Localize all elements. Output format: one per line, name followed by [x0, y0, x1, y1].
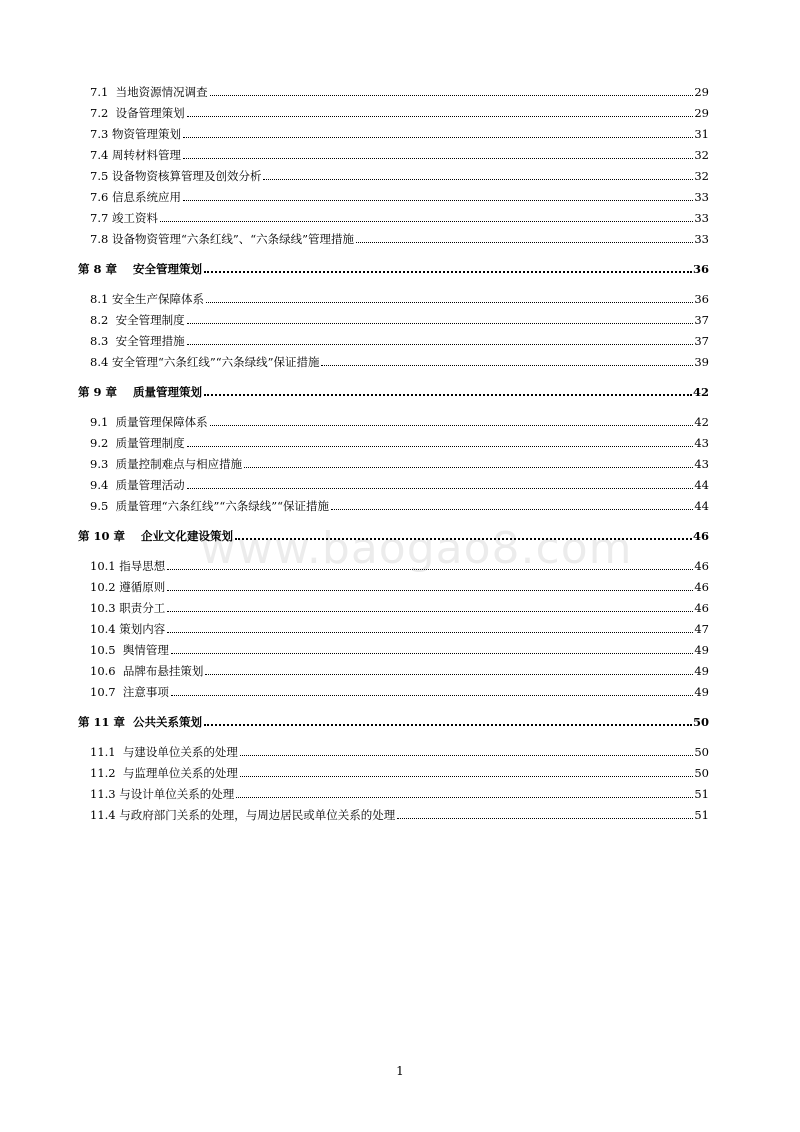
toc-entry-page: 36: [692, 262, 709, 276]
toc-section-entry[interactable]: [78, 285, 709, 306]
dot-leader: [187, 488, 694, 489]
toc-section-entry[interactable]: [78, 657, 709, 678]
toc-entry-page: 44: [694, 499, 709, 513]
toc-entry-page: 39: [694, 355, 709, 369]
toc-entry-page: 51: [694, 787, 709, 801]
toc-entry-page: 31: [694, 127, 709, 141]
toc-entry-title: 11.4 与政府部门关系的处理，与周边居民或单位关系的处理: [90, 808, 396, 822]
toc-entry-title: 9.5 质量管理“六条红线”“六条绿线”“保证措施: [90, 499, 329, 513]
toc-entry-page: 51: [694, 808, 709, 822]
toc-entry-title: 11.3 与设计单位关系的处理: [90, 787, 235, 801]
dot-leader: [171, 695, 693, 696]
toc-section-entry[interactable]: [78, 183, 709, 204]
toc-section-entry[interactable]: [78, 327, 709, 348]
dot-leader: [183, 137, 693, 138]
toc-entry-title: 8.3 安全管理措施: [90, 334, 185, 348]
toc-entry-title: 8.4 安全管理“六条红线”“六条绿线”保证措施: [90, 355, 320, 369]
toc-entry-page: 33: [694, 232, 709, 246]
toc-entry-page: 50: [694, 766, 709, 780]
toc-entry-title: 10.5 舆情管理: [90, 643, 169, 657]
toc-entry-page: 49: [694, 643, 709, 657]
dot-leader: [205, 674, 693, 675]
dot-leader: [183, 200, 693, 201]
toc-entry-page: 29: [694, 106, 709, 120]
toc-section-entry[interactable]: [78, 492, 709, 513]
dot-leader: [187, 116, 694, 117]
toc-entry-title: 10.3 职责分工: [90, 601, 166, 615]
toc-section-entry[interactable]: [78, 408, 709, 429]
dot-leader: [240, 755, 693, 756]
toc-section-entry[interactable]: [78, 552, 709, 573]
toc-entry-title: 10.7 注意事项: [90, 685, 169, 699]
toc-entry-title: 7.6 信息系统应用: [90, 190, 181, 204]
dot-leader: [206, 302, 693, 303]
toc-section-entry[interactable]: [78, 759, 709, 780]
toc-entry-page: 37: [694, 334, 709, 348]
toc-entry-page: 50: [694, 745, 709, 759]
dot-leader: [240, 776, 693, 777]
toc-entry-page: 49: [694, 685, 709, 699]
toc-section-entry[interactable]: [78, 141, 709, 162]
dot-leader: [183, 158, 693, 159]
toc-entry-title: 9.4 质量管理活动: [90, 478, 185, 492]
toc-entry-page: 32: [694, 169, 709, 183]
toc-entry-title: 8.2 安全管理制度: [90, 313, 185, 327]
toc-section-entry[interactable]: [78, 78, 709, 99]
dot-leader: [397, 818, 693, 819]
toc-entry-page: 46: [694, 601, 709, 615]
toc-entry-title: 10.4 策划内容: [90, 622, 166, 636]
toc-section-entry[interactable]: [78, 471, 709, 492]
dot-leader: [331, 509, 693, 510]
dot-leader: [167, 590, 693, 591]
toc-entry-title: 10.6 品牌布悬挂策划: [90, 664, 204, 678]
watermark: www.baogao8.com: [200, 523, 633, 574]
toc-entry-title: 7.7 竣工资料: [90, 211, 158, 225]
toc-entry-page: 29: [694, 85, 709, 99]
toc-entry-title: 第 9 章 质量管理策划: [78, 385, 203, 399]
toc-chapter-entry[interactable]: [78, 708, 709, 729]
toc-entry-title: 7.3 物资管理策划: [90, 127, 181, 141]
toc-section-entry[interactable]: [78, 99, 709, 120]
dot-leader: [356, 242, 693, 243]
toc-section-entry[interactable]: [78, 162, 709, 183]
toc-entry-title: 11.2 与监理单位关系的处理: [90, 766, 238, 780]
dot-leader: [187, 344, 694, 345]
dot-leader: [204, 271, 692, 273]
toc-entry-page: 44: [694, 478, 709, 492]
table-of-contents: [78, 78, 709, 822]
dot-leader: [204, 394, 692, 396]
dot-leader: [263, 179, 693, 180]
dot-leader: [167, 632, 693, 633]
toc-entry-page: 46: [694, 580, 709, 594]
toc-section-entry[interactable]: [78, 348, 709, 369]
toc-entry-title: 10.1 指导思想: [90, 559, 166, 573]
toc-entry-page: 46: [694, 559, 709, 573]
toc-entry-title: 11.1 与建设单位关系的处理: [90, 745, 238, 759]
toc-entry-title: 8.1 安全生产保障体系: [90, 292, 204, 306]
toc-entry-title: 7.1 当地资源情况调查: [90, 85, 208, 99]
toc-entry-page: 46: [692, 529, 709, 543]
dot-leader: [204, 724, 692, 726]
toc-section-entry[interactable]: [78, 306, 709, 327]
toc-section-entry[interactable]: [78, 573, 709, 594]
toc-section-entry[interactable]: [78, 429, 709, 450]
toc-section-entry[interactable]: [78, 225, 709, 246]
toc-entry-page: 37: [694, 313, 709, 327]
toc-section-entry[interactable]: [78, 450, 709, 471]
toc-entry-page: 43: [694, 457, 709, 471]
toc-chapter-entry[interactable]: [78, 255, 709, 276]
toc-entry-title: 第 10 章 企业文化建设策划: [78, 529, 234, 543]
toc-entry-title: 9.3 质量控制难点与相应措施: [90, 457, 243, 471]
toc-entry-page: 33: [694, 190, 709, 204]
dot-leader: [167, 569, 693, 570]
toc-entry-page: 42: [694, 415, 709, 429]
toc-entry-page: 47: [694, 622, 709, 636]
toc-chapter-entry[interactable]: [78, 522, 709, 543]
dot-leader: [171, 653, 693, 654]
toc-section-entry[interactable]: [78, 801, 709, 822]
toc-entry-title: 7.8 设备物资管理“六条红线”、“六条绿线”管理措施: [90, 232, 354, 246]
toc-entry-page: 49: [694, 664, 709, 678]
dot-leader: [244, 467, 693, 468]
toc-section-entry[interactable]: [78, 780, 709, 801]
toc-section-entry[interactable]: [78, 738, 709, 759]
toc-entry-title: 7.4 周转材料管理: [90, 148, 181, 162]
toc-entry-page: 42: [692, 385, 709, 399]
dot-leader: [321, 365, 693, 366]
toc-entry-page: 36: [694, 292, 709, 306]
toc-entry-title: 第 11 章 公共关系策划: [78, 715, 203, 729]
dot-leader: [167, 611, 693, 612]
toc-entry-page: 32: [694, 148, 709, 162]
dot-leader: [235, 538, 692, 540]
toc-chapter-entry[interactable]: [78, 378, 709, 399]
toc-entry-title: 10.2 遵循原则: [90, 580, 166, 594]
toc-entry-title: 9.1 质量管理保障体系: [90, 415, 208, 429]
toc-entry-page: 43: [694, 436, 709, 450]
dot-leader: [160, 221, 693, 222]
dot-leader: [236, 797, 693, 798]
dot-leader: [187, 446, 694, 447]
toc-section-entry[interactable]: [78, 636, 709, 657]
toc-entry-title: 第 8 章 安全管理策划: [78, 262, 203, 276]
toc-entry-page: 50: [692, 715, 709, 729]
toc-entry-title: 7.2 设备管理策划: [90, 106, 185, 120]
dot-leader: [187, 323, 694, 324]
toc-entry-page: 33: [694, 211, 709, 225]
dot-leader: [210, 425, 694, 426]
toc-section-entry[interactable]: [78, 678, 709, 699]
toc-entry-title: 9.2 质量管理制度: [90, 436, 185, 450]
dot-leader: [210, 95, 694, 96]
toc-section-entry[interactable]: [78, 594, 709, 615]
page-number: 1: [396, 1064, 404, 1078]
toc-entry-title: 7.5 设备物资核算管理及创效分析: [90, 169, 262, 183]
toc-section-entry[interactable]: [78, 120, 709, 141]
toc-section-entry[interactable]: [78, 204, 709, 225]
toc-section-entry[interactable]: [78, 615, 709, 636]
